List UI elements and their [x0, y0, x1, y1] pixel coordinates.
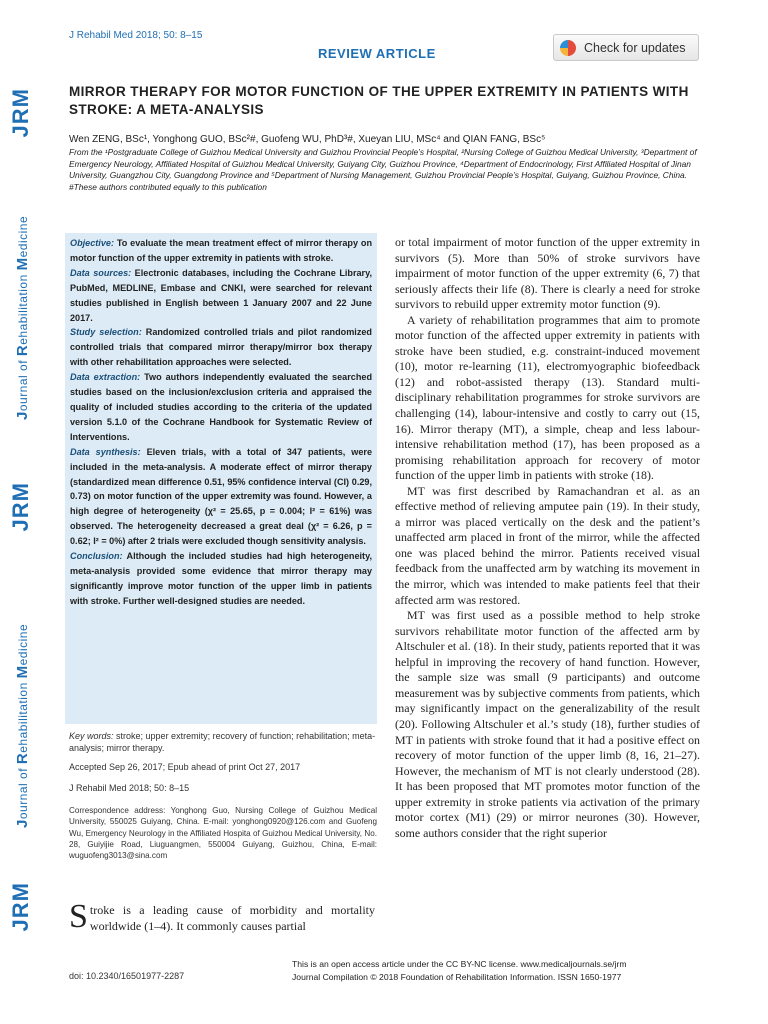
crossmark-icon: [560, 40, 576, 56]
journal-name-vertical: Journal of Rehabilitation Medicine: [14, 215, 31, 420]
jrm-logo: JRM: [8, 882, 33, 932]
abstract-synthesis: Data synthesis: Eleven trials, with a total of 347 patients, were included in the meta-analysis. A moderate effect of mirror therapy (standardized mean difference 0.51, 95% confidence interval (CI) 0.29, 0.73) on motor function of the upper extremity was found. However, a high degree of heterogeneity (χ² = 25.65, p = 0.004; I² = 61%) was observed. The heterogeneity decreased a great deal (χ² = 6.26, p = 0.62; I² = 0%) after 2 trials were excluded though sensitivity analysis.: [70, 446, 372, 547]
doi: doi: 10.2340/16501977-2287: [69, 971, 185, 981]
check-updates-button[interactable]: [553, 34, 699, 61]
accepted-date: Accepted Sep 26, 2017; Epub ahead of print Oct 27, 2017: [69, 762, 301, 772]
body-paragraph: MT was first described by Ramachandran et al. as an effective method of relieving amputee pain (19). In their study, a mirror was placed vertically on the desk and the patient’s unaffected arm placed in front of the mirror, while the affected one was placed behind the mirror. Patients received visual feedback from the unaffected arm by watching its movement in the mirror, which was intended to make patients feel that their affected arm was restored.: [395, 483, 700, 607]
journal-sidebar: [0, 0, 46, 1024]
article-type: REVIEW ARTICLE: [318, 46, 436, 61]
journal-name-vertical: Journal of Rehabilitation Medicine: [14, 623, 31, 828]
article-title: MIRROR THERAPY FOR MOTOR FUNCTION OF THE UPPER EXTREMITY IN PATIENTS WITH STROKE: A META-ANALYSIS: [69, 84, 689, 117]
open-access-note: This is an open access article under the CC BY-NC license. www.medicaljournals.se/jrm: [292, 959, 627, 969]
right-column: [395, 235, 700, 841]
drop-cap: S: [69, 898, 88, 935]
journal-citation-small: J Rehabil Med 2018; 50: 8–15: [69, 783, 190, 793]
license-footer: [292, 958, 700, 984]
check-updates-label: Check for updates: [584, 40, 686, 55]
author-list: Wen ZENG, BSc¹, Yonghong GUO, BSc²#, Guofeng WU, PhD³#, Xueyan LIU, MSc⁴ and QIAN FANG, BSc⁵: [69, 134, 546, 145]
body-paragraph: MT was first used as a possible method to help stroke survivors rehabilitate motor function of the affected arm by Altschuler et al. (18). In their study, patients reported that it was helpful in improving the recovery of hand function. However, the sample size was small (9 participants) and outcome measurement was by subjective comments from patients, which may significantly impact on the generalizability of the result (20). Following Altschuler et al.’s study (18), further studies of MT in patients with stroke found that it had a positive effect on recovery of motor function of the upper limb (8, 16, 21–27). However, the mechanism of MT is not clearly understood (28). It has been proposed that MT promotes motor function of the upper extremity in stroke patients via activation of the primary motor cortex (M1) (29) or mirror neurones (30). However, some authors consider that the right superior: [395, 608, 700, 840]
intro-paragraph: Stroke is a leading cause of morbidity and mortality worldwide (1–4). It commonly causes partial: [69, 898, 375, 935]
abstract-selection: Study selection: Randomized controlled trials and pilot randomized controlled trials that compared mirror therapy/mirror box therapy with other rehabilitation approaches were selected.: [70, 327, 372, 368]
correspondence-address: Correspondence address: Yonghong Guo, Nursing College of Guizhou Medical University, 550025 Guiyang, China. E-mail: yonghong0920@126.com and Guofeng Wu, Emergency Neurology in the Affiliated Hospita of Guizhou Medical University, No. 28, Guiyijie Road, Liuguangmen, 550004 Guiyang, Guizhou, China, E-mail: wuguofeng3013@sina.com: [69, 806, 377, 861]
jrm-logo: JRM: [8, 88, 33, 138]
journal-compilation: Journal Compilation © 2018 Foundation of Rehabilitation Information. ISSN 1650-1977: [292, 972, 622, 982]
abstract-box: [65, 233, 377, 724]
journal-citation: J Rehabil Med 2018; 50: 8–15: [69, 30, 203, 41]
abstract-conclusion: Conclusion: Although the included studies had high heterogeneity, meta-analysis provided some evidence that mirror therapy may significantly improve motor function of the upper limb in patients with stroke. Further well-designed studies are needed.: [70, 551, 372, 606]
abstract-objective: Objective: To evaluate the mean treatment effect of mirror therapy on motor function of the upper extremity in patients with stroke.: [70, 238, 372, 263]
abstract-sources: Data sources: Electronic databases, including the Cochrane Library, PubMed, MEDLINE, Embase and CNKI, were searched for relevant studies published in English between 1 January 2007 and 22 June 2017.: [70, 267, 372, 323]
jrm-logo: JRM: [8, 482, 33, 532]
body-paragraph: A variety of rehabilitation programmes that aim to promote motor function of the affected upper extremity in patients with stroke have been studied, e.g. constraint-induced movement (10), motor re-learning (11), electromyographic biofeedback (12) and robot-assisted therapy (13). Standard multi-disciplinary rehabilitation programmes for stroke survivors are challenging (14), labour-intensive and costly to carry out (15, 16). Mirror therapy (MT), a simple, cheap and less labour-intensive rehabilitation method (17), has been proposed as a promising rehabilitation approach for recovery of motor function of the upper limb in patients with stroke (18).: [395, 312, 700, 483]
affiliations: From the ¹Postgraduate College of Guizhou Medical University and Guizhou Provincial People’s Hospital, ²Nursing College of Guizhou Medical University, ³Department of Emergency Neurology, Affiliated Hospital of Guizhou Medical University, Guiyang City, Guizhou Province, ⁴Department of Endocrinology, First Affiliated Hospital of Jinan University, Guangzhou City, Guangdong Province and ⁵Department of Nursing Management, Guizhou Provincial People’s Hospital, Guiyang, Guizhou Province, China. #These authors contributed equally to this publication: [69, 147, 697, 192]
keywords: Key words: stroke; upper extremity; recovery of function; rehabilitation; meta-analysis; mirror therapy.: [69, 731, 376, 753]
body-paragraph: or total impairment of motor function of the upper extremity in survivors (5). More than 50% of stroke survivors have impairment of motor function of the upper extremity (6, 7) that seriously affects their life (8). There is clearly a need for stroke survivors to rebuild upper extremity motor function (9).: [395, 235, 700, 312]
abstract-extraction: Data extraction: Two authors independently evaluated the searched studies based on the inclusion/exclusion criteria and appraised the quality of included studies according to the criteria of the updated version 5.1.0 of the Cochrane Handbook for Systematic Review of Interventions.: [70, 372, 372, 442]
